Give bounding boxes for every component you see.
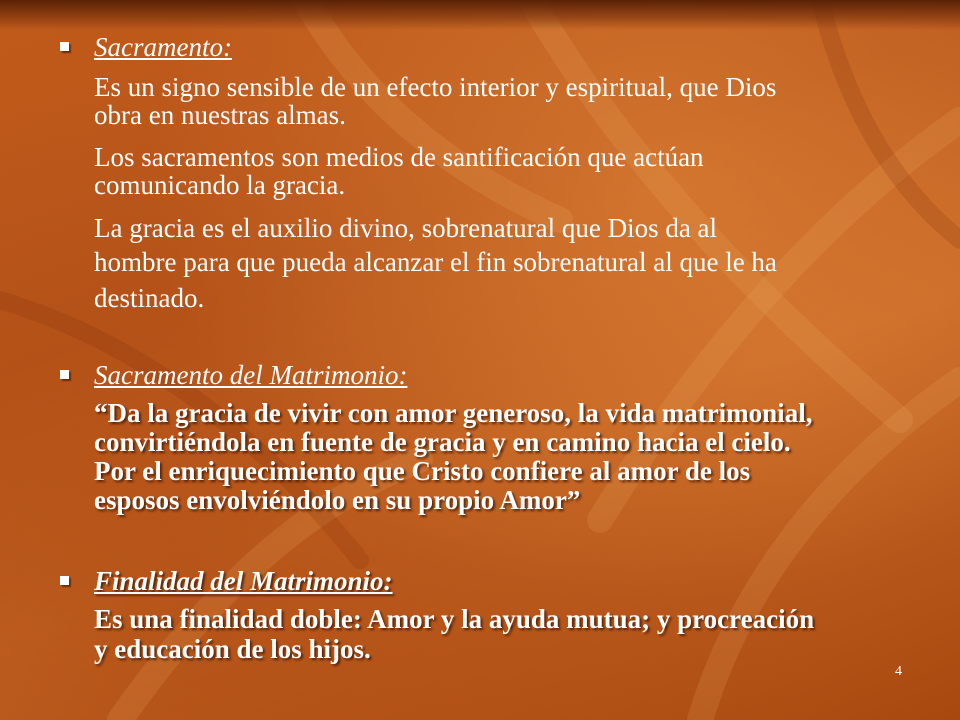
sacramento-line-3: Los sacramentos son medios de santificación que actúan xyxy=(94,142,704,172)
matrimonio-line-2: convirtiéndola en fuente de gracia y en camino hacia el cielo. xyxy=(94,427,791,457)
sacramento-line-1: Es un signo sensible de un efecto interior y espiritual, que Dios xyxy=(94,72,777,102)
heading-sacramento: Sacramento: xyxy=(94,32,232,62)
heading-finalidad-matrimonio: Finalidad del Matrimonio: xyxy=(94,566,393,596)
bullet-finalidad-matrimonio xyxy=(60,576,69,585)
sacramento-line-4: comunicando la gracia. xyxy=(94,170,346,200)
matrimonio-line-3: Por el enriquecimiento que Cristo confiere al amor de los xyxy=(94,456,751,486)
matrimonio-line-4: esposos envolviéndolo en su propio Amor” xyxy=(94,485,581,515)
sacramento-line-5: La gracia es el auxilio divino, sobrenatural que Dios da al xyxy=(94,213,718,243)
finalidad-line-2: y educación de los hijos. xyxy=(94,634,371,664)
finalidad-line-1: Es una finalidad doble: Amor y la ayuda mutua; y procreación xyxy=(94,604,815,634)
heading-sacramento-matrimonio: Sacramento del Matrimonio: xyxy=(94,360,408,390)
page-number: 4 xyxy=(895,664,902,679)
sacramento-line-7: destinado. xyxy=(94,283,205,313)
bullet-sacramento xyxy=(60,42,69,51)
sacramento-line-6: hombre para que pueda alcanzar el fin sobrenatural al que le ha xyxy=(94,247,777,277)
matrimonio-line-1: “Da la gracia de vivir con amor generoso, la vida matrimonial, xyxy=(94,398,813,428)
sacramento-line-2: obra en nuestras almas. xyxy=(94,100,346,130)
bullet-sacramento-matrimonio xyxy=(60,370,69,379)
